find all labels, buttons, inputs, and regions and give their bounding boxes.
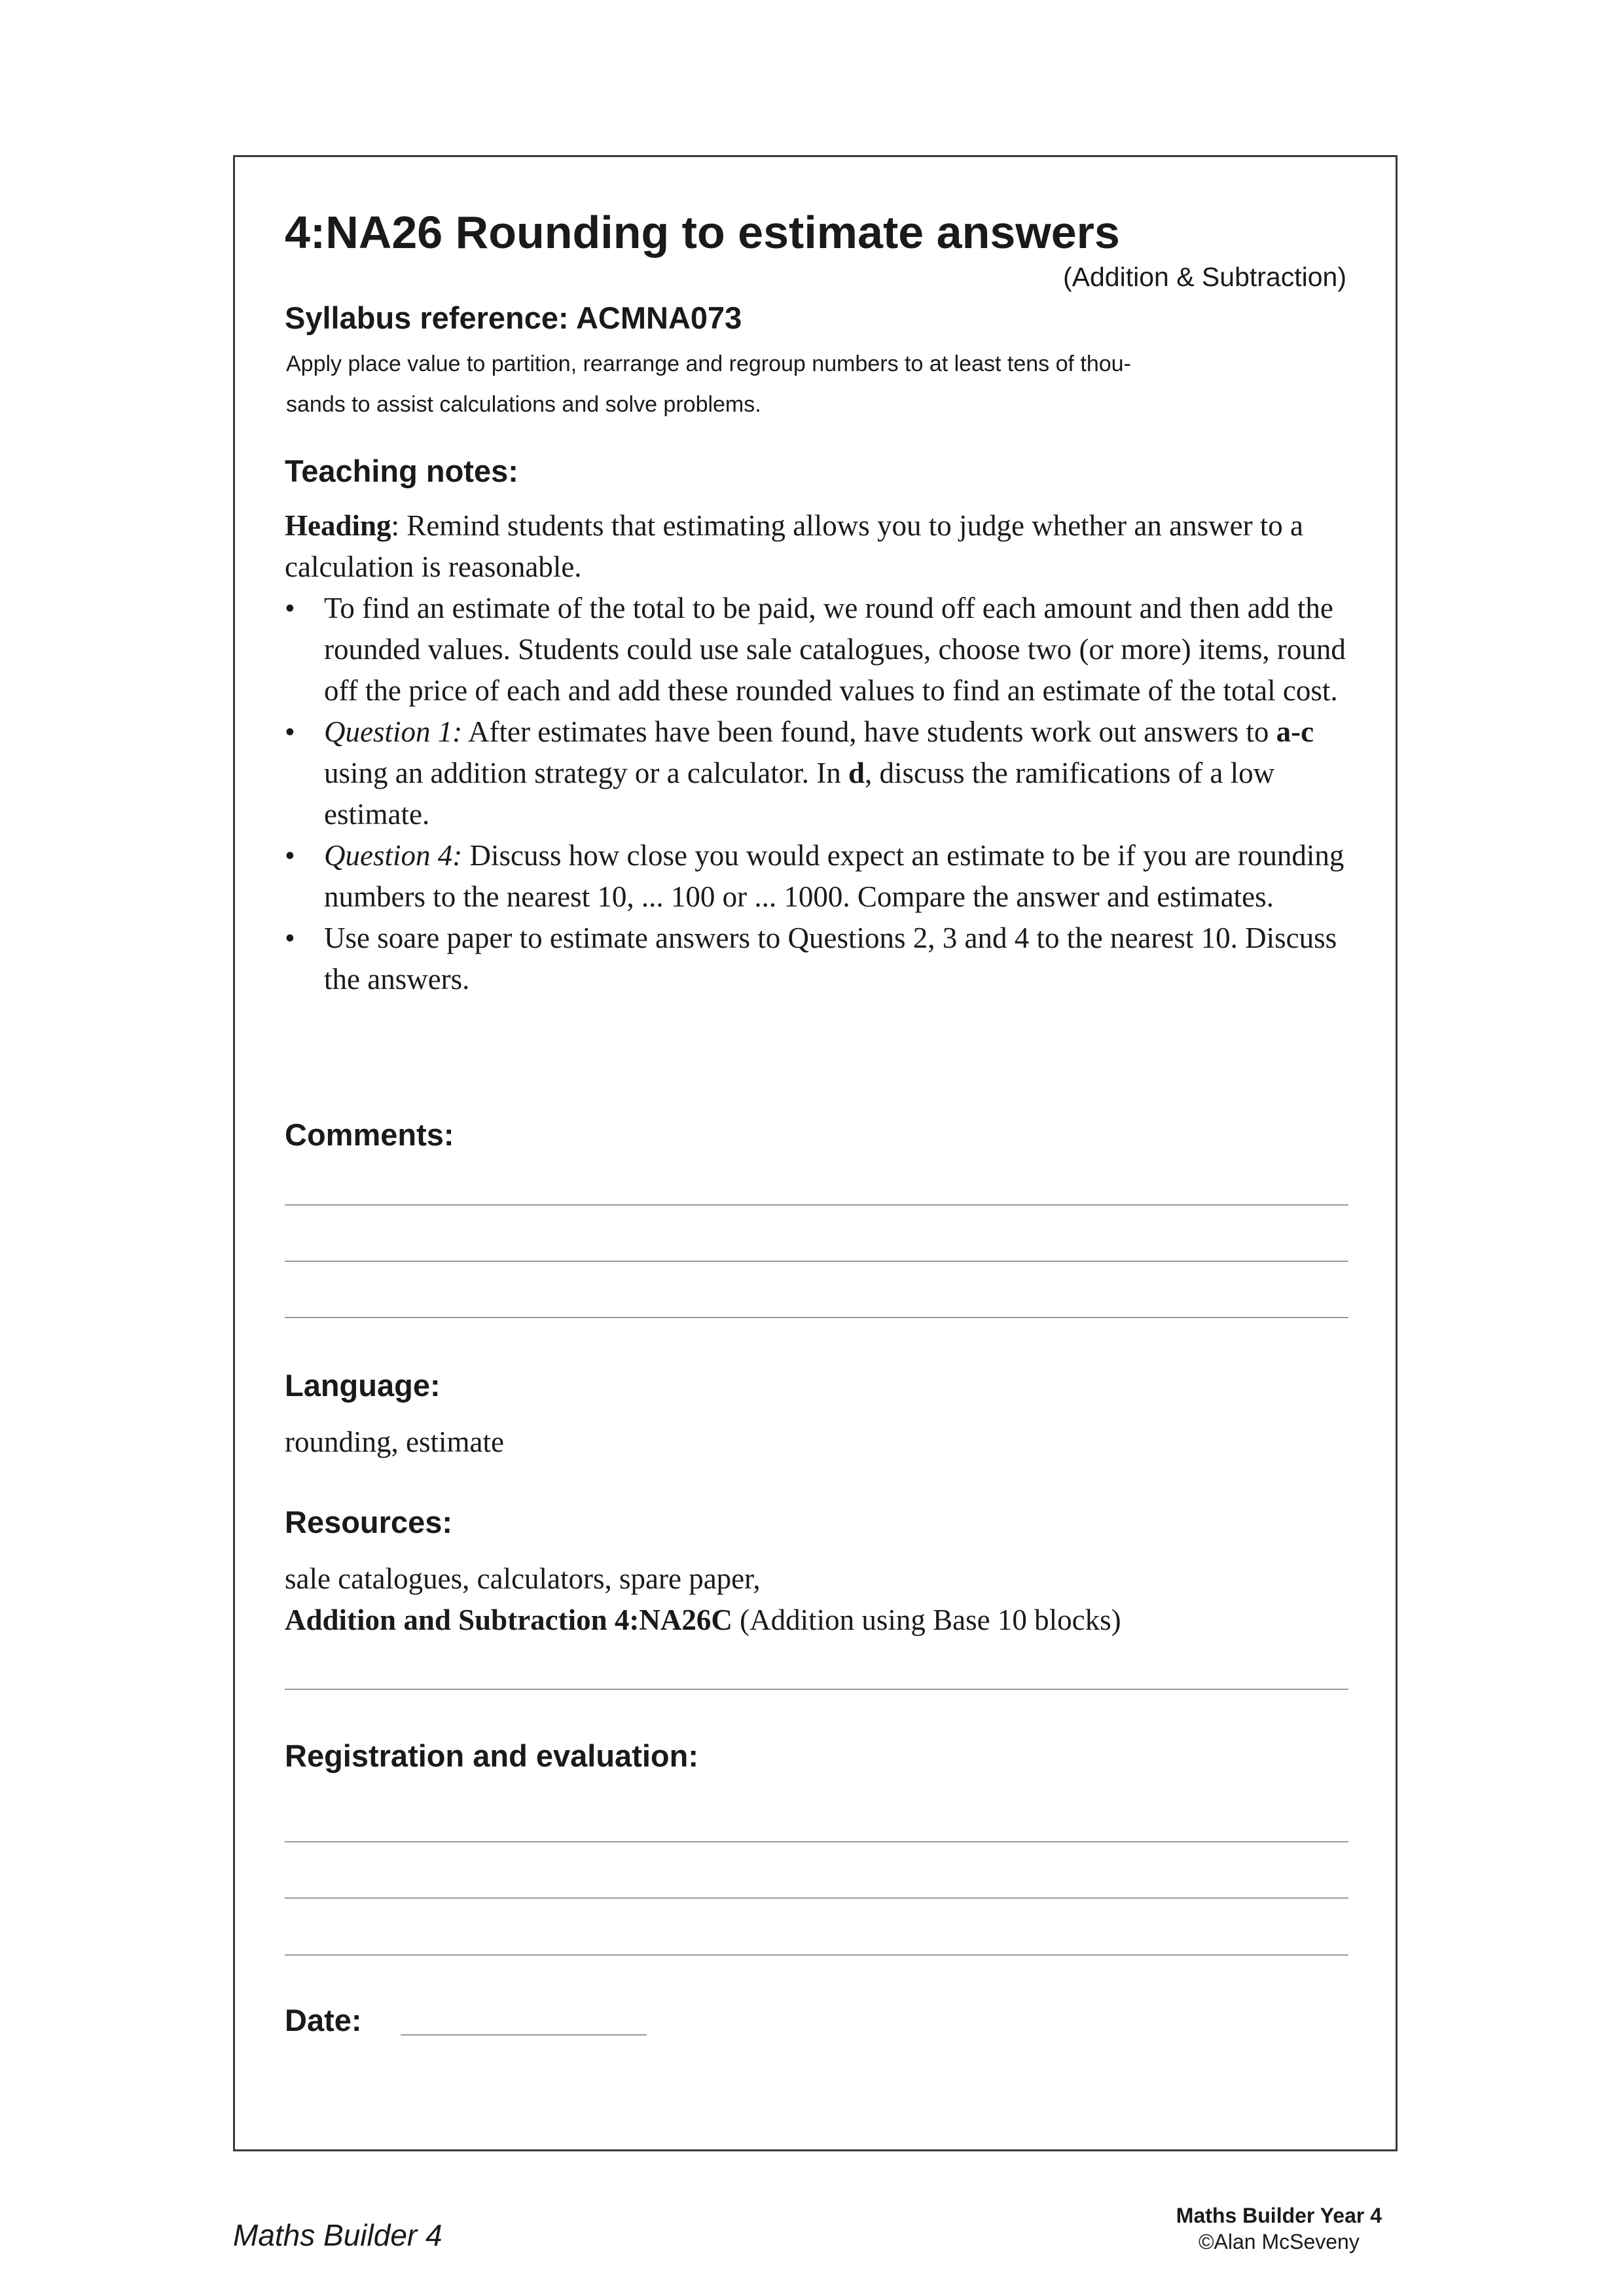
resources-link-desc: (Addition using Base 10 blocks) [732,1604,1121,1636]
syllabus-text [286,344,1353,425]
list-item [285,588,1365,711]
bullet-icon: • [285,592,295,624]
bullet-icon: • [285,922,295,954]
syllabus-text-line1: Apply place value to partition, rearrange and regroup numbers to at least tens of thou- [286,351,1131,376]
footer-copyright: ©Alan McSeveny [1198,2230,1360,2253]
teaching-notes-intro [285,505,1365,588]
list-item [285,918,1365,1000]
bullet-text: , discuss the ramifications of a low estimate. [324,757,1275,831]
bullet-icon: • [285,715,295,748]
comments-heading: Comments: [285,1117,454,1152]
teaching-notes-body [285,505,1365,1000]
syllabus-text-line2: sands to assist calculations and solve problems. [286,392,761,417]
registration-line [285,1897,1348,1899]
page-subtitle: (Addition & Subtraction) [1062,262,1346,292]
question-ref: Question 4: [324,839,463,872]
resources-text [285,1558,1365,1641]
resources-heading: Resources: [285,1505,452,1539]
bullet-text: using an addition strategy or a calculator. In [324,757,849,789]
intro-text: : Remind students that estimating allows you to judge whether an answer to a calculation is reasonable. [285,509,1304,583]
bullet-icon: • [285,839,295,872]
bullet-text: To find an estimate of the total to be paid, we round off each amount and then add the rounded values. Students could use sale catalogues, choose two (or more) items, round off the price of each and add these rounded values to find an estimate of the total cost. [324,592,1346,707]
language-text: rounding, estimate [285,1426,504,1458]
teaching-notes-list [285,588,1365,1000]
footer-book-title: Maths Builder Year 4 [1176,2204,1382,2227]
language-heading: Language: [285,1368,441,1403]
list-item [285,711,1365,835]
registration-line [285,1954,1348,1956]
bold-ref: d [848,757,865,789]
footer-right [1176,2202,1382,2255]
resources-line [285,1689,1348,1690]
syllabus-heading: Syllabus reference: ACMNA073 [285,300,742,335]
registration-heading: Registration and evaluation: [285,1738,698,1773]
intro-label: Heading [285,509,391,542]
registration-line [285,1841,1348,1842]
bullet-text: After estimates have been found, have students work out answers to [462,715,1276,748]
footer-left: Maths Builder 4 [233,2218,442,2252]
resources-link-title: Addition and Subtraction 4:NA26C [285,1604,732,1636]
comments-line [285,1317,1348,1318]
teaching-notes-heading: Teaching notes: [285,454,518,488]
bullet-text: Use soare paper to estimate answers to Questions 2, 3 and 4 to the nearest 10. Discuss the answers. [324,922,1337,996]
bullet-text: Discuss how close you would expect an estimate to be if you are rounding numbers to the nearest 10, ... 100 or ... 1000. Compare the answer and estimates. [324,839,1344,913]
resources-line2 [285,1600,1365,1641]
date-label: Date: [285,2003,362,2037]
page-title: 4:NA26 Rounding to estimate answers [285,207,1120,258]
list-item [285,835,1365,918]
comments-line [285,1261,1348,1262]
question-ref: Question 1: [324,715,463,748]
comments-line [285,1204,1348,1206]
date-line [401,2034,647,2036]
resources-line1: sale catalogues, calculators, spare paper, [285,1562,761,1595]
bold-ref: a-c [1276,715,1314,748]
